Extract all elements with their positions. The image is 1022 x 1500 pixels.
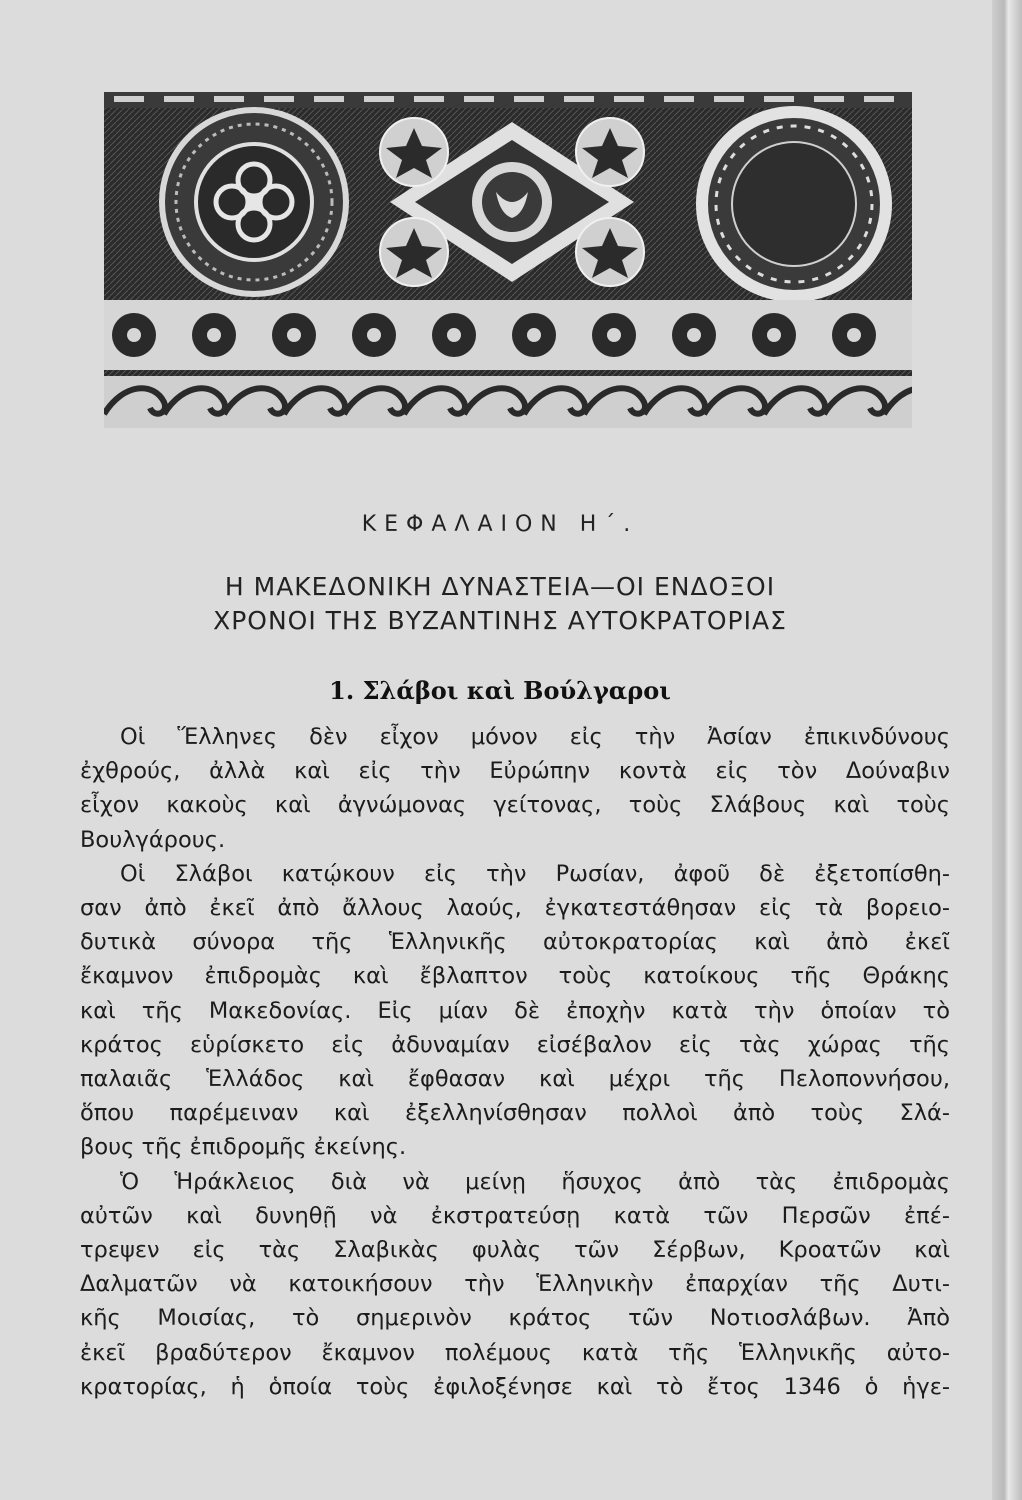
- chapter-title-line-2: ΧΡΟΝΟΙ ΤΗΣ ΒΥΖΑΝΤΙΝΗΣ ΑΥΤΟΚΡΑΤΟΡΙΑΣ: [213, 606, 787, 635]
- text-line: Ὁ Ἡράκλειος διὰ νὰ μείνῃ ἥσυχος ἀπὸ τὰς ἐπιδρομὰς: [120, 1168, 950, 1195]
- text-line: καὶ τῆς Μακεδονίας. Εἰς μίαν δὲ ἐποχὴν κατὰ τὴν ὁποίαν τὸ: [80, 997, 950, 1024]
- text-line: Δαλματῶν νὰ κατοικήσουν τὴν Ἑλληνικὴν ἐπαρχίαν τῆς Δυτι-: [80, 1271, 950, 1298]
- text-line: ἔκαμνον ἐπιδρομὰς καὶ ἔβλαπτον τοὺς κατοίκους τῆς Θράκης: [80, 963, 950, 990]
- text-line: κρατορίας, ἡ ὁποία τοὺς ἐφιλοξένησε καὶ τὸ ἔτος 1346 ὁ ἡγε-: [80, 1373, 950, 1400]
- text-line: δυτικὰ σύνορα τῆς Ἑλληνικῆς αὐτοκρατορίας καὶ ἀπὸ ἐκεῖ: [80, 929, 950, 956]
- text-line: ἐκεῖ βραδύτερον ἔκαμνον πολέμους κατὰ τῆς Ἑλληνικῆς αὐτο-: [80, 1339, 950, 1366]
- text-line: παλαιᾶς Ἑλλάδος καὶ ἔφθασαν καὶ μέχρι τῆς Πελοποννήσου,: [80, 1066, 950, 1093]
- paragraph-3: [80, 1165, 950, 1404]
- text-line: κῆς Μοισίας, τὸ σημερινὸν κράτος τῶν Νοτιοσλάβων. Ἀπὸ: [80, 1305, 950, 1332]
- chapter-title: [0, 570, 1000, 638]
- text-line: Οἱ Ἕλληνες δὲν εἶχον μόνον εἰς τὴν Ἀσίαν ἐπικινδύνους: [120, 724, 950, 750]
- chapter-title-line-1: Η ΜΑΚΕΔΟΝΙΚΗ ΔΥΝΑΣΤΕΙΑ—ΟΙ ΕΝΔΟΞΟΙ: [224, 572, 776, 601]
- text-line: τρεψεν εἰς τὰς Σλαβικὰς φυλὰς τῶν Σέρβων, Κροατῶν καὶ: [80, 1237, 950, 1264]
- body-text: [80, 720, 950, 1404]
- text-line: κράτος εὑρίσκετο εἰς ἀδυναμίαν εἰσέβαλον εἰς τὰς χώρας τῆς: [80, 1031, 950, 1058]
- text-line: σαν ἀπὸ ἐκεῖ ἀπὸ ἄλλους λαούς, ἐγκατεστάθησαν εἰς τὰ βορειο-: [80, 895, 950, 922]
- text-line: βους τῆς ἐπιδρομῆς ἐκείνης.: [80, 1134, 407, 1161]
- text-line: ὅπου παρέμειναν καὶ ἐξελληνίσθησαν πολλοὶ ἀπὸ τοὺς Σλά-: [80, 1100, 950, 1127]
- ornament-drawing: [104, 92, 912, 428]
- page-binding-edge: [992, 0, 1022, 1500]
- text-line: ἐχθρούς, ἀλλὰ καὶ εἰς τὴν Εὐρώπην κοντὰ εἰς τὸν Δούναβιν: [80, 758, 950, 785]
- paragraph-2: [80, 857, 950, 1165]
- byzantine-ornament-image: [104, 92, 912, 428]
- text-line: εἶχον κακοὺς καὶ ἀγνώμονας γείτονας, τοὺς Σλάβους καὶ τοὺς: [80, 792, 950, 819]
- text-line: Οἱ Σλάβοι κατῴκουν εἰς τὴν Ρωσίαν, ἀφοῦ δὲ ἐξετοπίσθη-: [120, 860, 950, 887]
- text-line: αὐτῶν καὶ δυνηθῇ νὰ ἐκστρατεύσῃ κατὰ τῶν Περσῶν ἐπέ-: [80, 1202, 950, 1229]
- section-heading: 1. Σλάβοι καὶ Βούλγαροι: [329, 676, 671, 705]
- text-line: Βουλγάρους.: [80, 826, 226, 853]
- paragraph-1: [80, 720, 950, 857]
- chapter-label: ΚΕΦΑΛΑΙΟΝ Η΄.: [361, 512, 639, 537]
